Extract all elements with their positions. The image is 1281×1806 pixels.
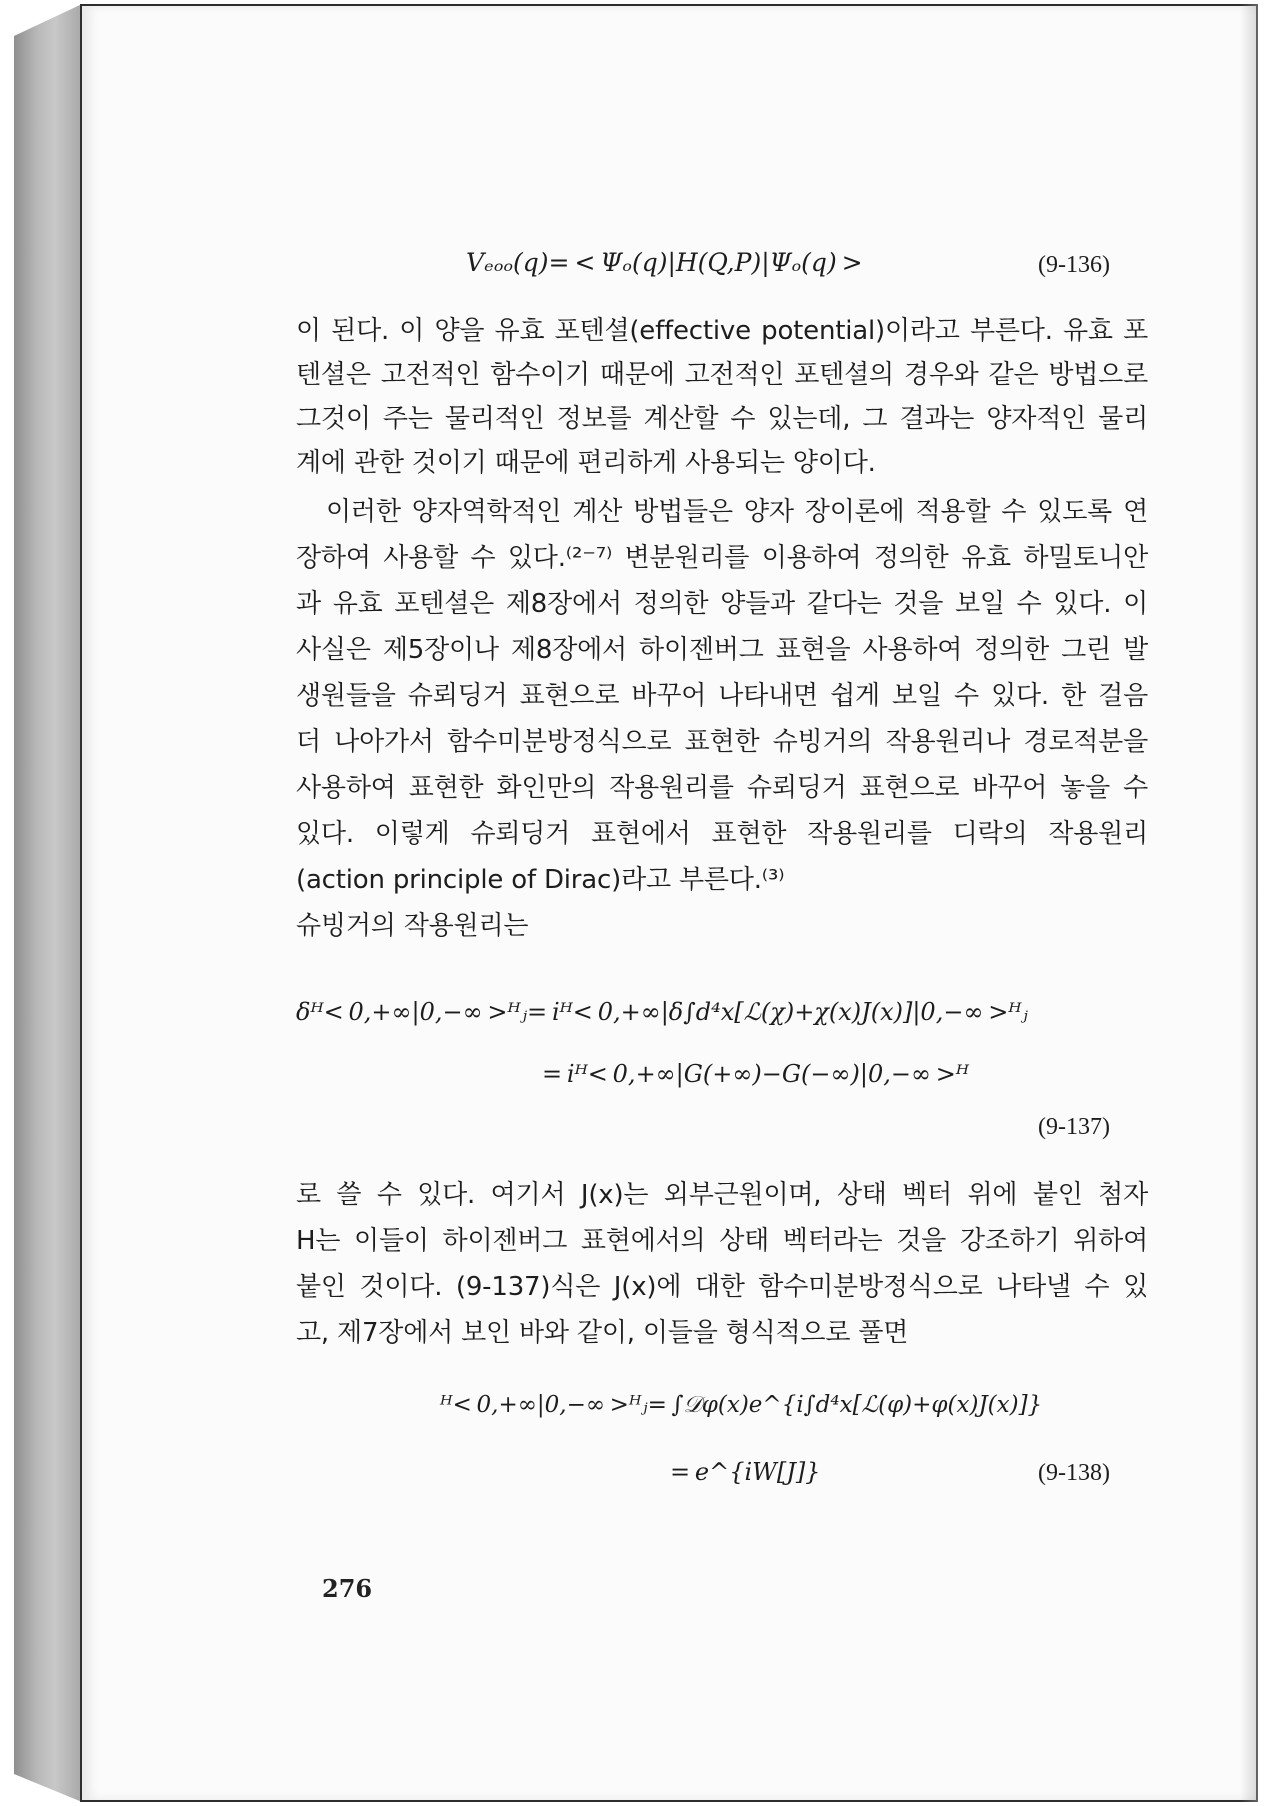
- equation-9-138-line-1: ᴴ< 0,+∞|0,−∞ >ᴴⱼ= ∫𝒟φ(x)e^{i∫d⁴x[ℒ(φ)+φ(x)J(x)]}: [440, 1392, 1043, 1418]
- paragraph-2-line-9: (action principle of Dirac)라고 부른다.⁽³⁾: [296, 865, 785, 895]
- paragraph-1-line-3: 그것이 주는 물리적인 정보를 계산할 수 있는데, 그 결과는 양자적인 물리: [296, 404, 1148, 434]
- paragraph-2-line-8: 있다. 이렇게 슈뢰딩거 표현에서 표현한 작용원리를 디락의 작용원리: [296, 819, 1148, 849]
- paragraph-2-line-3: 과 유효 포텐셜은 제8장에서 정의한 양들과 같다는 것을 보일 수 있다. 이: [296, 589, 1148, 619]
- paragraph-2-line-2: 장하여 사용할 수 있다.⁽²⁻⁷⁾ 변분원리를 이용하여 정의한 유효 하밀토니안: [296, 543, 1148, 573]
- equation-label-9-136: (9-136): [1038, 252, 1110, 278]
- paragraph-2-line-1: 이러한 양자역학적인 계산 방법들은 양자 장이론에 적용할 수 있도록 연: [326, 497, 1148, 527]
- book-spine: [14, 4, 82, 1802]
- page-edge-shadow: [1240, 4, 1258, 1802]
- paragraph-1-line-2: 텐셜은 고전적인 함수이기 때문에 고전적인 포텐셜의 경우와 같은 방법으로: [296, 360, 1148, 390]
- equation-9-136: Vₑₒₒ(q)= < Ψₒ(q)|H(Q,P)|Ψₒ(q) >: [466, 248, 863, 277]
- equation-9-137-line-2: = iᴴ< 0,+∞|G(+∞)−G(−∞)|0,−∞ >ᴴ: [542, 1060, 970, 1088]
- paragraph-2-line-7: 사용하여 표현한 화인만의 작용원리를 슈뢰딩거 표현으로 바꾸어 놓을 수: [296, 773, 1148, 803]
- paragraph-2-line-10: 슈빙거의 작용원리는: [296, 911, 529, 941]
- paragraph-2-line-5: 생원들을 슈뢰딩거 표현으로 바꾸어 나타내면 쉽게 보일 수 있다. 한 걸음: [296, 681, 1148, 711]
- paragraph-3-line-3: 붙인 것이다. (9-137)식은 J(x)에 대한 함수미분방정식으로 나타낼 수 있: [296, 1272, 1148, 1302]
- paragraph-1-line-1: 이 된다. 이 양을 유효 포텐셜(effective potential)이라고 부른다. 유효 포: [296, 316, 1148, 346]
- paragraph-3-line-2: H는 이들이 하이젠버그 표현에서의 상태 벡터라는 것을 강조하기 위하여: [296, 1226, 1148, 1256]
- equation-9-137-line-1: δᴴ< 0,+∞|0,−∞ >ᴴⱼ= iᴴ< 0,+∞|δ∫d⁴x[ℒ(χ)+χ(x)J(x)]|0,−∞ >ᴴⱼ: [296, 998, 1028, 1026]
- equation-label-9-137: (9-137): [1038, 1114, 1110, 1140]
- equation-9-138-line-2: = e^{iW[J]}: [670, 1458, 821, 1486]
- paragraph-2-line-4: 사실은 제5장이나 제8장에서 하이젠버그 표현을 사용하여 정의한 그린 발: [296, 635, 1148, 665]
- paragraph-1-line-4: 계에 관한 것이기 때문에 편리하게 사용되는 양이다.: [296, 448, 876, 478]
- paragraph-3-line-1: 로 쓸 수 있다. 여기서 J(x)는 외부근원이며, 상태 벡터 위에 붙인 첨자: [296, 1180, 1148, 1210]
- paragraph-2-line-6: 더 나아가서 함수미분방정식으로 표현한 슈빙거의 작용원리나 경로적분을: [296, 727, 1148, 757]
- equation-label-9-138: (9-138): [1038, 1460, 1110, 1486]
- paragraph-3-line-4: 고, 제7장에서 보인 바와 같이, 이들을 형식적으로 풀면: [296, 1318, 909, 1348]
- page-number: 276: [322, 1574, 373, 1603]
